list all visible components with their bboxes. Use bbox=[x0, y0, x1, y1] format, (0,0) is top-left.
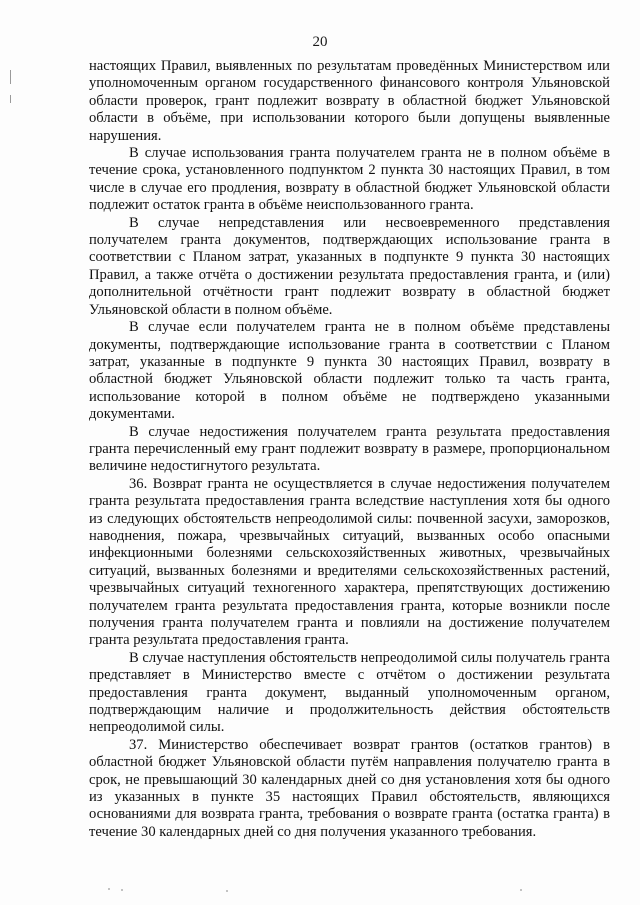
scan-dot bbox=[108, 888, 110, 890]
paragraph-result-not-achieved: В случае недостижения получателем гранта результата предоставления гранта перечисленный ему грант подлежит возврату в размере, пропорциональном величине недостигнутого результата. bbox=[89, 423, 610, 475]
paragraph-continuation: настоящих Правил, выявленных по результатам проведённых Министерством или уполномоченным органом государственного финансового контроля Ульяновской области проверок, грант подлежит возврату в областной бюджет Ульяновской области в объёме, при использовании которого были допущены выявленные нарушения. bbox=[89, 58, 610, 144]
page-number: 20 bbox=[312, 34, 328, 50]
scan-dot bbox=[121, 889, 123, 891]
scan-margin-mark bbox=[10, 95, 11, 103]
scan-margin-mark bbox=[10, 70, 11, 84]
paragraph-partial-documents: В случае если получателем гранта не в полном объёме представлены документы, подтверждающие использование гранта в соответствии с Планом затрат, указанные в подпункте 9 пункта 30 настоящих Правил, возврату в областной бюджет Ульяновской области подлежит только та часть гранта, использование которой в полном объёме не подтверждено указанными документами. bbox=[89, 319, 610, 423]
paragraph-unused-grant: В случае использования гранта получателем гранта не в полном объёме в течение срока, установленного подпунктом 2 пункта 30 настоящих Правил, в том числе в случае его продления, возврату в областной бюджет Ульяновской области подлежит остаток гранта в объёме неиспользованного гранта. bbox=[89, 145, 610, 214]
scan-dot bbox=[520, 889, 522, 891]
paragraph-non-submission: В случае непредставления или несвоевременного представления получателем гранта документов, подтверждающих использование гранта в соответствии с Планом затрат, указанных в подпункте 9 пункта 30 настоящих Правил, а также отчёта о достижении результата предоставления гранта, и (или) дополнительной отчётности грант подлежит возврату в областной бюджет Ульяновской области в полном объёме. bbox=[89, 214, 610, 318]
scan-dot bbox=[226, 890, 228, 892]
paragraph-36: 36. Возврат гранта не осуществляется в случае недостижения получателем гранта результата предоставления гранта вследствие наступления хотя бы одного из следующих обстоятельств непреодолимой силы: почвенной засухи, заморозков, наводнения, пожара, чрезвычайных ситуаций, вызванных особо опасными инфекционными болезнями сельскохозяйственных животных, чрезвычайных ситуаций, вызванных болезнями и вредителями сельскохозяйственных растений, чрезвычайных ситуаций техногенного характера, препятствующих достижению получателем гранта результата предоставления гранта, которые возникли после получения гранта получателем гранта и повлияли на достижение получателем гранта результата предоставления гранта. bbox=[89, 475, 610, 649]
document-body bbox=[89, 58, 610, 841]
paragraph-37: 37. Министерство обеспечивает возврат грантов (остатков грантов) в областной бюджет Ульяновской области путём направления получателю гранта в срок, не превышающий 30 календарных дней со дня установления хотя бы одного из указанных в пункте 35 настоящих Правил обстоятельств, являющихся основаниями для возврата гранта, требования о возврате гранта (остатка гранта) в течение 30 календарных дней со дня получения указанного требования. bbox=[89, 736, 610, 840]
paragraph-force-majeure: В случае наступления обстоятельств непреодолимой силы получатель гранта представляет в Министерство вместе с отчётом о достижении результата предоставления гранта документ, выданный уполномоченным органом, подтверждающим наличие и продолжительность действия обстоятельств непреодолимой силы. bbox=[89, 649, 610, 736]
